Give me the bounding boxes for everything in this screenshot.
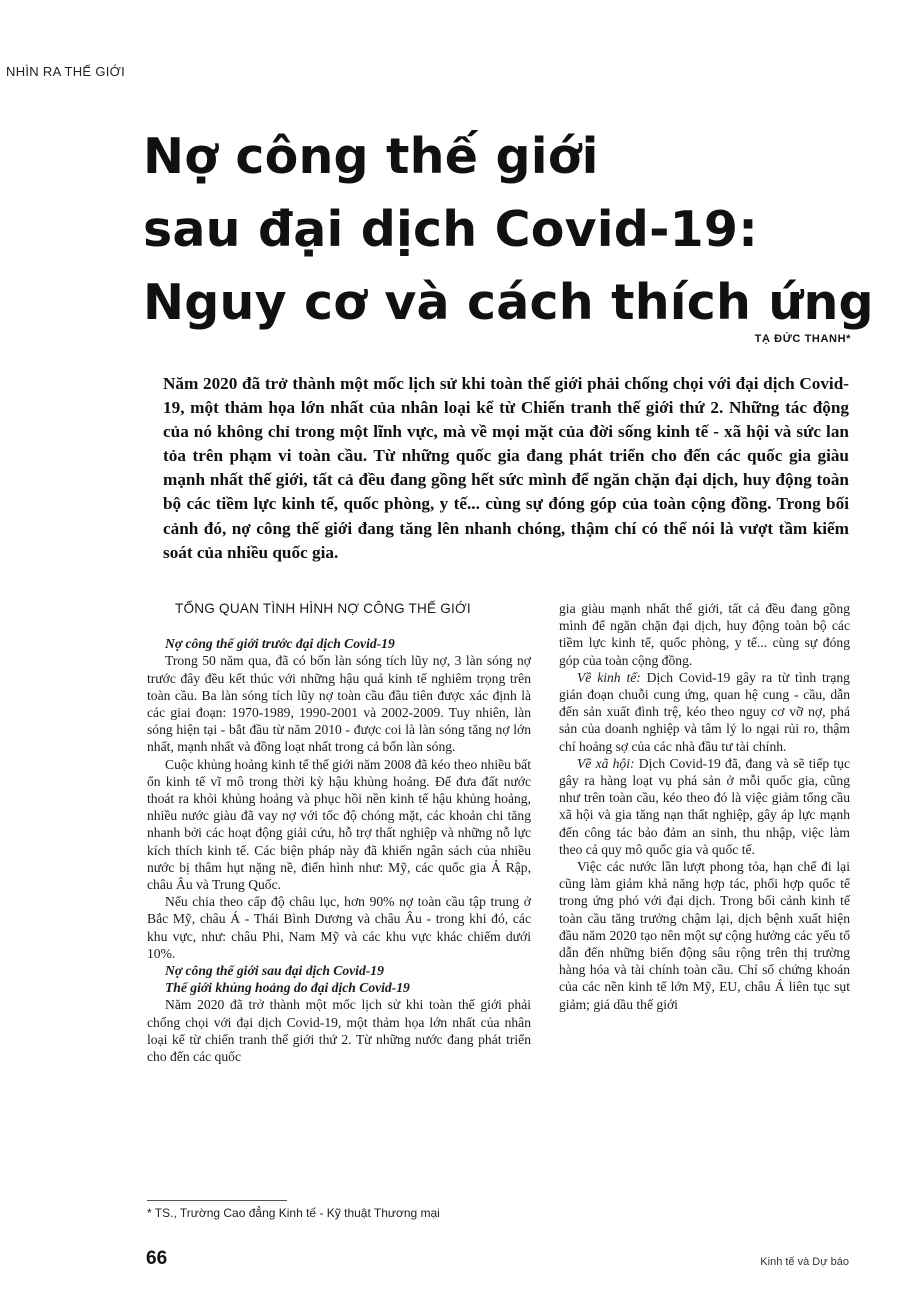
subheading-crisis: Thế giới khủng hoảng do đại dịch Covid-19: [165, 980, 410, 996]
paragraph: Năm 2020 đã trở thành một mốc lịch sử khi toàn thế giới phải chống chọi với đại dịch Covid-19, một thảm họa lớn nhất của nhân loại kể từ chiến tranh thế giới thứ 2. Từ những nước đang phát triển cho đến các quốc: [147, 997, 531, 1065]
paragraph-society: [559, 755, 850, 858]
title-line-1: Nợ công thế giới: [143, 128, 599, 185]
society-label: Về xã hội:: [577, 755, 635, 771]
section-heading: TỔNG QUAN TÌNH HÌNH NỢ CÔNG THẾ GIỚI: [175, 601, 471, 616]
page-number: 66: [146, 1248, 168, 1269]
footnote-divider: [147, 1200, 287, 1201]
subheading-before-covid: Nợ công thế giới trước đại dịch Covid-19: [165, 636, 395, 652]
footnote: * TS., Trường Cao đẳng Kinh tế - Kỹ thuật Thương mại: [147, 1206, 440, 1220]
title-line-3: Nguy cơ và cách thích ứng: [143, 274, 874, 331]
paragraph: gia giàu mạnh nhất thế giới, tất cả đều đang gồng mình để ngăn chặn đại dịch, huy động toàn bộ các tiềm lực kinh tế, quốc phòng, y tế... cùng sự đóng góp của toàn cộng đồng.: [559, 601, 850, 668]
society-text: Dịch Covid-19 đã, đang và sẽ tiếp tục gây ra hàng loạt vụ phá sản ở mỗi quốc gia, cũng như trên toàn cầu, kéo theo đó là việc giảm tổng cầu xã hội và gia tăng nạn thất nghiệp, gây áp lực mạnh đến công tác bảo đảm an sinh, thu nhập, việc làm theo cả quy mô quốc gia và quốc tế.: [559, 755, 850, 857]
left-column: [147, 600, 531, 1065]
title-line-2: sau đại dịch Covid-19:: [143, 201, 758, 258]
paragraph-economy: [559, 669, 850, 755]
article-title: [143, 120, 883, 339]
right-column: [559, 600, 850, 1013]
author-byline: TẠ ĐỨC THANH*: [754, 333, 851, 345]
journal-name: Kinh tế và Dự báo: [760, 1256, 849, 1268]
economy-label: Về kinh tế:: [577, 669, 641, 685]
lead-paragraph: Năm 2020 đã trở thành một mốc lịch sử khi toàn thế giới phải chống chọi với đại dịch Covid-19, một thảm họa lớn nhất của nhân loại kể từ Chiến tranh thế giới thứ 2. Những tác động của nó không chỉ trong một lĩnh vực, mà về mọi mặt của đời sống kinh tế - xã hội và sức lan tỏa trên phạm vi toàn cầu. Từ những quốc gia đang phát triển cho đến các quốc gia giàu mạnh nhất thế giới, tất cả đều đang gồng hết sức mình để ngăn chặn đại dịch, huy động toàn bộ các tiềm lực kinh tế, quốc phòng, y tế... cùng sự đóng góp của toàn cộng đồng. Trong bối cảnh đó, nợ công thế giới đang tăng lên nhanh chóng, thậm chí có thể nói là vượt tầm kiểm soát của nhiều quốc gia.: [163, 374, 849, 562]
paragraph: Trong 50 năm qua, đã có bốn làn sóng tích lũy nợ, 3 làn sóng nợ trước đây đều kết thúc với những hậu quả kinh tế nghiêm trọng trên toàn cầu. Ba làn sóng tích lũy nợ toàn cầu đầu tiên được xác định là các giai đoạn: 1970-1989, 1990-2001 và 2002-2009. Tuy nhiên, làn sóng hiện tại - bắt đầu từ năm 2010 - được coi là làn sóng tăng nợ lớn nhất, mạnh nhất và đồng loạt nhất trong cả bốn làn sóng.: [147, 653, 531, 755]
subheading-after-covid: Nợ công thế giới sau đại dịch Covid-19: [165, 963, 384, 979]
paragraph: Cuộc khủng hoảng kinh tế thế giới năm 2008 đã kéo theo nhiều bất ổn kinh tế vĩ mô trong thời kỳ hậu khủng hoảng. Để đưa đất nước thoát ra khỏi khủng hoảng và phục hồi nền kinh tế hậu khủng hoảng, nhiều nước giàu đã vay nợ với tốc độ chóng mặt, các khoản chi tăng nhanh bởi các hoạt động giải cứu, hỗ trợ thất nghiệp và những nỗ lực kích thích kinh tế. Các biện pháp này đã khiến ngân sách của nhiều nước bị thâm hụt nặng nề, điển hình như: Mỹ, các quốc gia Ả Rập, châu Âu và Trung Quốc.: [147, 756, 531, 893]
paragraph: Việc các nước lần lượt phong tỏa, hạn chế đi lại cũng làm giảm khả năng hợp tác, phối hợp quốc tế trong ứng phó với đại dịch. Trong bối cảnh kinh tế toàn cầu tăng trưởng chậm lại, dịch bệnh xuất hiện đầu năm 2020 tạo nên một sự cộng hưởng các yếu tố dẫn đến những biến động sâu rộng trên thị trường hàng hóa và tài chính toàn cầu. Chỉ số chứng khoán của các nền kinh tế lớn Mỹ, EU, châu Á liên tục sụt giảm; giá dầu thế giới: [559, 859, 850, 1012]
section-label: NHÌN RA THẾ GIỚI: [6, 64, 126, 79]
economy-text: Dịch Covid-19 gây ra từ tình trạng gián đoạn chuỗi cung ứng, quan hệ cung - cầu, dẫn đến sản xuất đình trệ, kéo theo nguy cơ vỡ nợ, phá sản của doanh nghiệp và tâm lý lo ngại rủi ro, thậm chí hoảng sợ của các nhà đầu tư tài chính.: [559, 669, 850, 754]
paragraph: Nếu chia theo cấp độ châu lục, hơn 90% nợ toàn cầu tập trung ở Bắc Mỹ, châu Á - Thái Bình Dương và châu Âu - trong khi đó, các khu vực, như: châu Phi, Nam Mỹ và các khu vực khác chiếm dưới 10%.: [147, 894, 531, 961]
